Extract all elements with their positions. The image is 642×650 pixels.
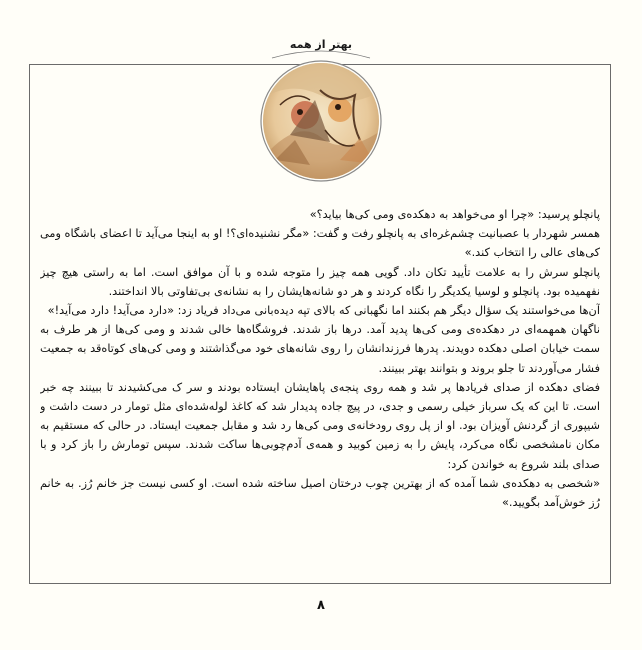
- paragraph: ناگهان همهمه‌ای در دهکده‌ی ومی کی‌ها پدید آمد. درها باز شدند. فروشگاه‌ها خالی شدند و ومی کی‌ها از هر طرف به سمت خیابان اصلی دهکده دویدند. پدرها فرزندانشان را روی شانه‌های خود می‌گذاشتند و ومی کی‌های کوتاه‌قد به جمعیت فشار می‌آوردند تا جلو بروند و بتوانند بهتر ببینند.: [40, 323, 600, 375]
- paragraph: همسر شهردار با عصبانیت چشم‌غره‌ای به پانچلو رفت و گفت: «مگر نشنیده‌ای؟! او به اینجا می‌آید تا اعضای باشگاه ومی کی‌های عالی را انتخاب کند.»: [40, 227, 600, 260]
- paragraph: آن‌ها می‌خواستند یک سؤال دیگر هم بکنند اما نگهبانی که بالای تپه دیده‌بانی می‌داد فریاد زد: «دارد می‌آید! دارد می‌آید!»: [47, 304, 600, 318]
- paragraph: «شخصی به دهکده‌ی شما آمده که از بهترین چوب درختان اصیل ساخته شده است. او کسی نیست جز خانم رُز. به خانم رُز خوش‌آمد بگویید.»: [40, 476, 600, 510]
- medallion-illustration-icon: [260, 60, 382, 182]
- paragraph: پانچلو سرش را به علامت تأیید تکان داد. گویی همه چیز را متوجه شده و با آن موافق است. اما به راستی هیچ چیز نفهمیده بود. پانچلو و لوسیا یکدیگر را نگاه کردند و هر دو شانه‌هایشان را به نشانه‌ی بی‌تفاوتی بالا انداختند.: [40, 265, 600, 298]
- page-number: ۸: [317, 598, 325, 613]
- chapter-title: بهتر از همه: [289, 38, 353, 51]
- paragraph: فضای دهکده از صدای فریادها پر شد و همه روی پنجه‌ی پاهایشان ایستاده بودند و سر ک می‌کشیدند تا ببینند چه خبر است. تا این که یک سرباز خیلی رسمی و جدی، در پیچ جاده پدیدار شد که کاغذ لوله‌شده‌ای مثل تومار در دست داشت و شیپوری از گردنش آویزان بود. او از پل روی رودخانه‌ی ومی کی‌ها رد شد و مقابل جمعیت ایستاد. در حالی که مستقیم به مکان نامشخصی نگاه می‌کرد، پایش را به زمین کوبید و همه‌ی آدم‌چوبی‌ها ساکت شدند. سپس تومارش را باز کرد و با صدای بلند شروع به خواندن کرد:: [40, 380, 600, 471]
- story-text: [40, 205, 600, 577]
- paragraph: پانچلو پرسید: «چرا او می‌خواهد به دهکده‌ی ومی کی‌ها بیاید؟»: [309, 208, 600, 221]
